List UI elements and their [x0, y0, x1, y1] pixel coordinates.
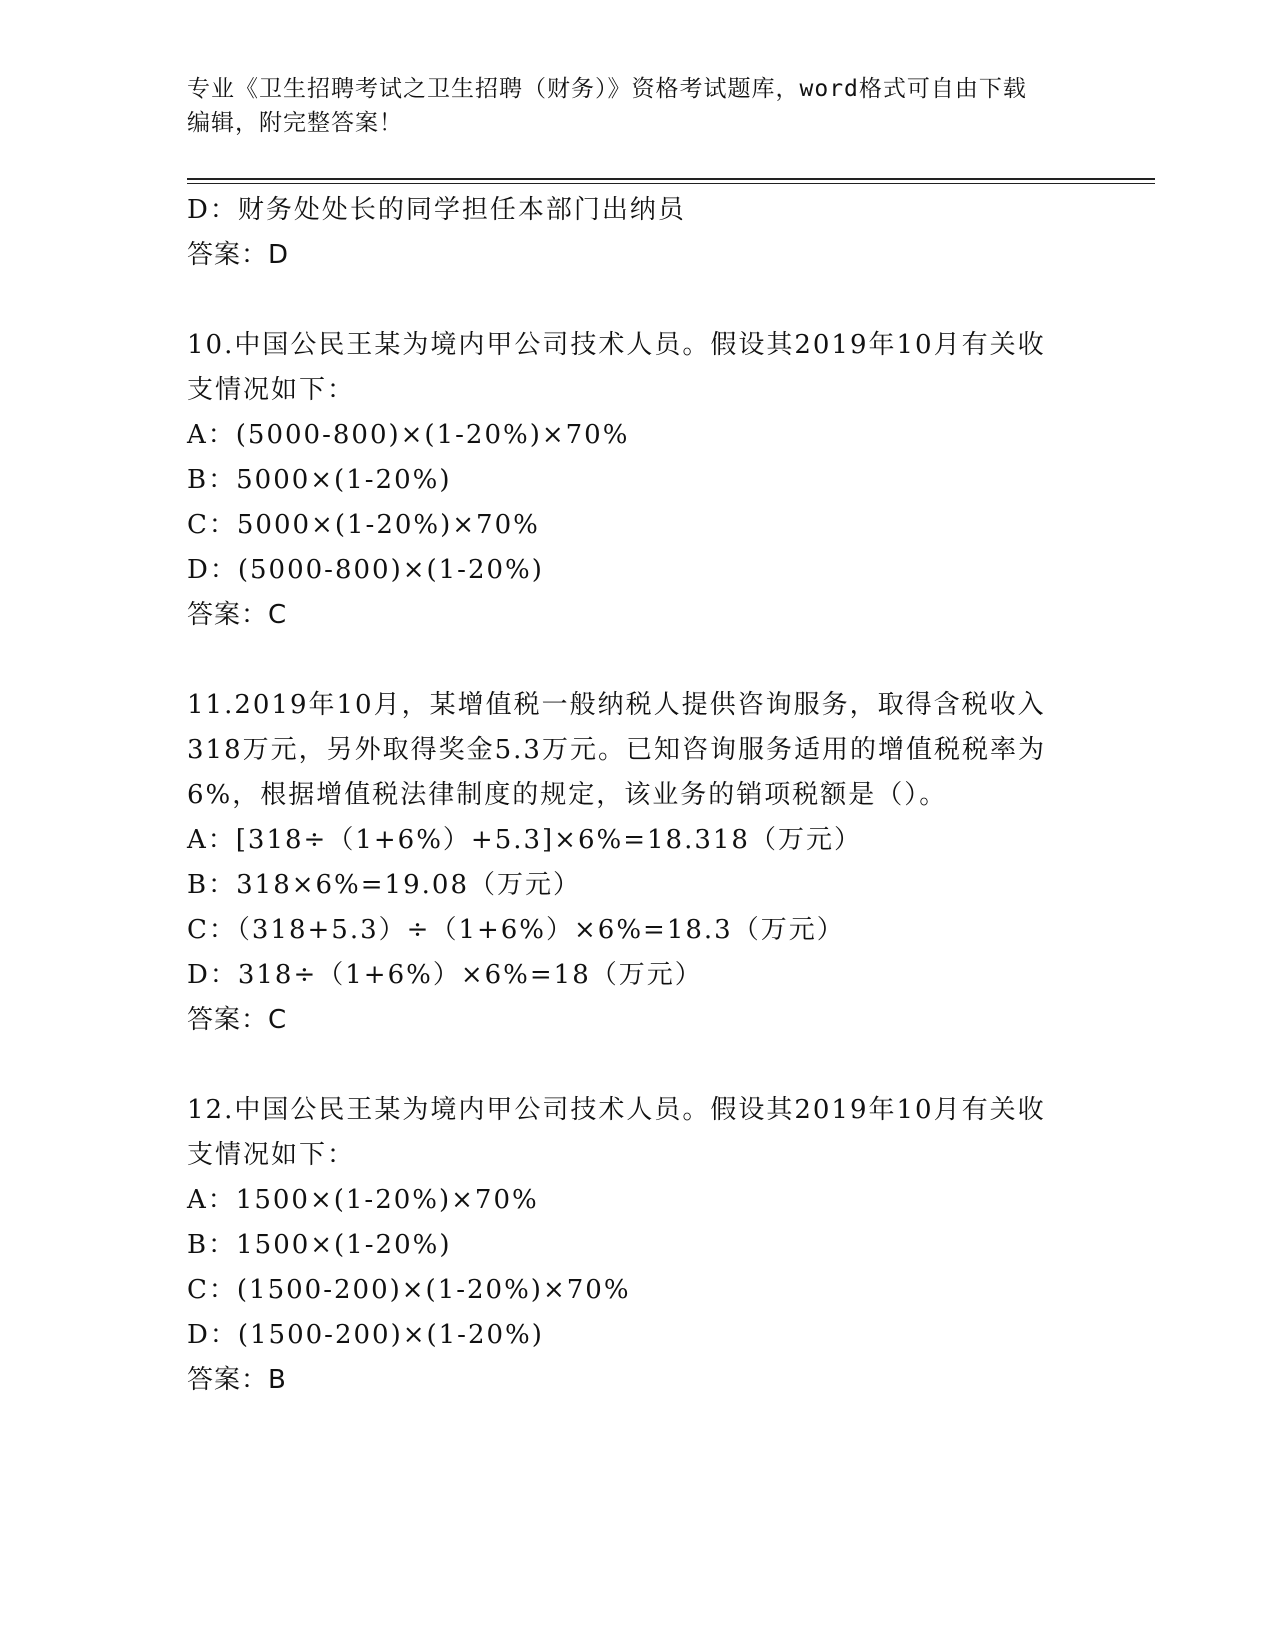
answer-line: 答案：C — [187, 1005, 288, 1035]
header-line-2: 编辑，附完整答案！ — [187, 110, 403, 136]
question-stem: 12.中国公民王某为境内甲公司技术人员。假设其2019年10月有关收 — [187, 1095, 1046, 1125]
option-d: D：(1500-200)×(1-20%) — [187, 1320, 544, 1350]
document-body — [187, 188, 1087, 1403]
question-stem: 支情况如下： — [187, 375, 356, 405]
question-11 — [187, 683, 1087, 1043]
option-b: B：318×6%=19.08（万元） — [187, 870, 581, 900]
header-rule-thin — [187, 183, 1155, 184]
option-b: B：5000×(1-20%) — [187, 465, 452, 495]
question-stem: 支情况如下： — [187, 1140, 356, 1170]
document-header — [187, 72, 1087, 140]
spacer — [187, 638, 1087, 683]
question-10 — [187, 323, 1087, 638]
question-stem: 10.中国公民王某为境内甲公司技术人员。假设其2019年10月有关收 — [187, 330, 1046, 360]
option-d: D：财务处处长的同学担任本部门出纳员 — [187, 195, 686, 225]
question-9-tail — [187, 188, 1087, 278]
question-stem: 318万元，另外取得奖金5.3万元。已知咨询服务适用的增值税税率为 — [187, 735, 1046, 765]
option-d: D：318÷（1+6%）×6%=18（万元） — [187, 960, 703, 990]
spacer — [187, 1043, 1087, 1088]
option-b: B：1500×(1-20%) — [187, 1230, 452, 1260]
question-stem: 6%，根据增值税法律制度的规定，该业务的销项税额是（）。 — [187, 780, 948, 810]
option-a: A：1500×(1-20%)×70% — [187, 1185, 539, 1215]
header-line-1: 专业《卫生招聘考试之卫生招聘（财务）》资格考试题库，word格式可自由下载 — [187, 76, 1027, 102]
header-rule-thick — [187, 178, 1155, 180]
answer-line: 答案：C — [187, 600, 288, 630]
question-12 — [187, 1088, 1087, 1403]
option-c: C：5000×(1-20%)×70% — [187, 510, 540, 540]
option-c: C：(1500-200)×(1-20%)×70% — [187, 1275, 631, 1305]
option-d: D：(5000-800)×(1-20%) — [187, 555, 544, 585]
spacer — [187, 278, 1087, 323]
option-c: C：（318+5.3）÷（1+6%）×6%=18.3（万元） — [187, 915, 845, 945]
answer-line: 答案：D — [187, 240, 290, 270]
answer-line: 答案：B — [187, 1365, 287, 1395]
option-a: A：[318÷（1+6%）+5.3]×6%=18.318（万元） — [187, 825, 862, 855]
option-a: A：(5000-800)×(1-20%)×70% — [187, 420, 630, 450]
question-stem: 11.2019年10月，某增值税一般纳税人提供咨询服务，取得含税收入 — [187, 690, 1046, 720]
